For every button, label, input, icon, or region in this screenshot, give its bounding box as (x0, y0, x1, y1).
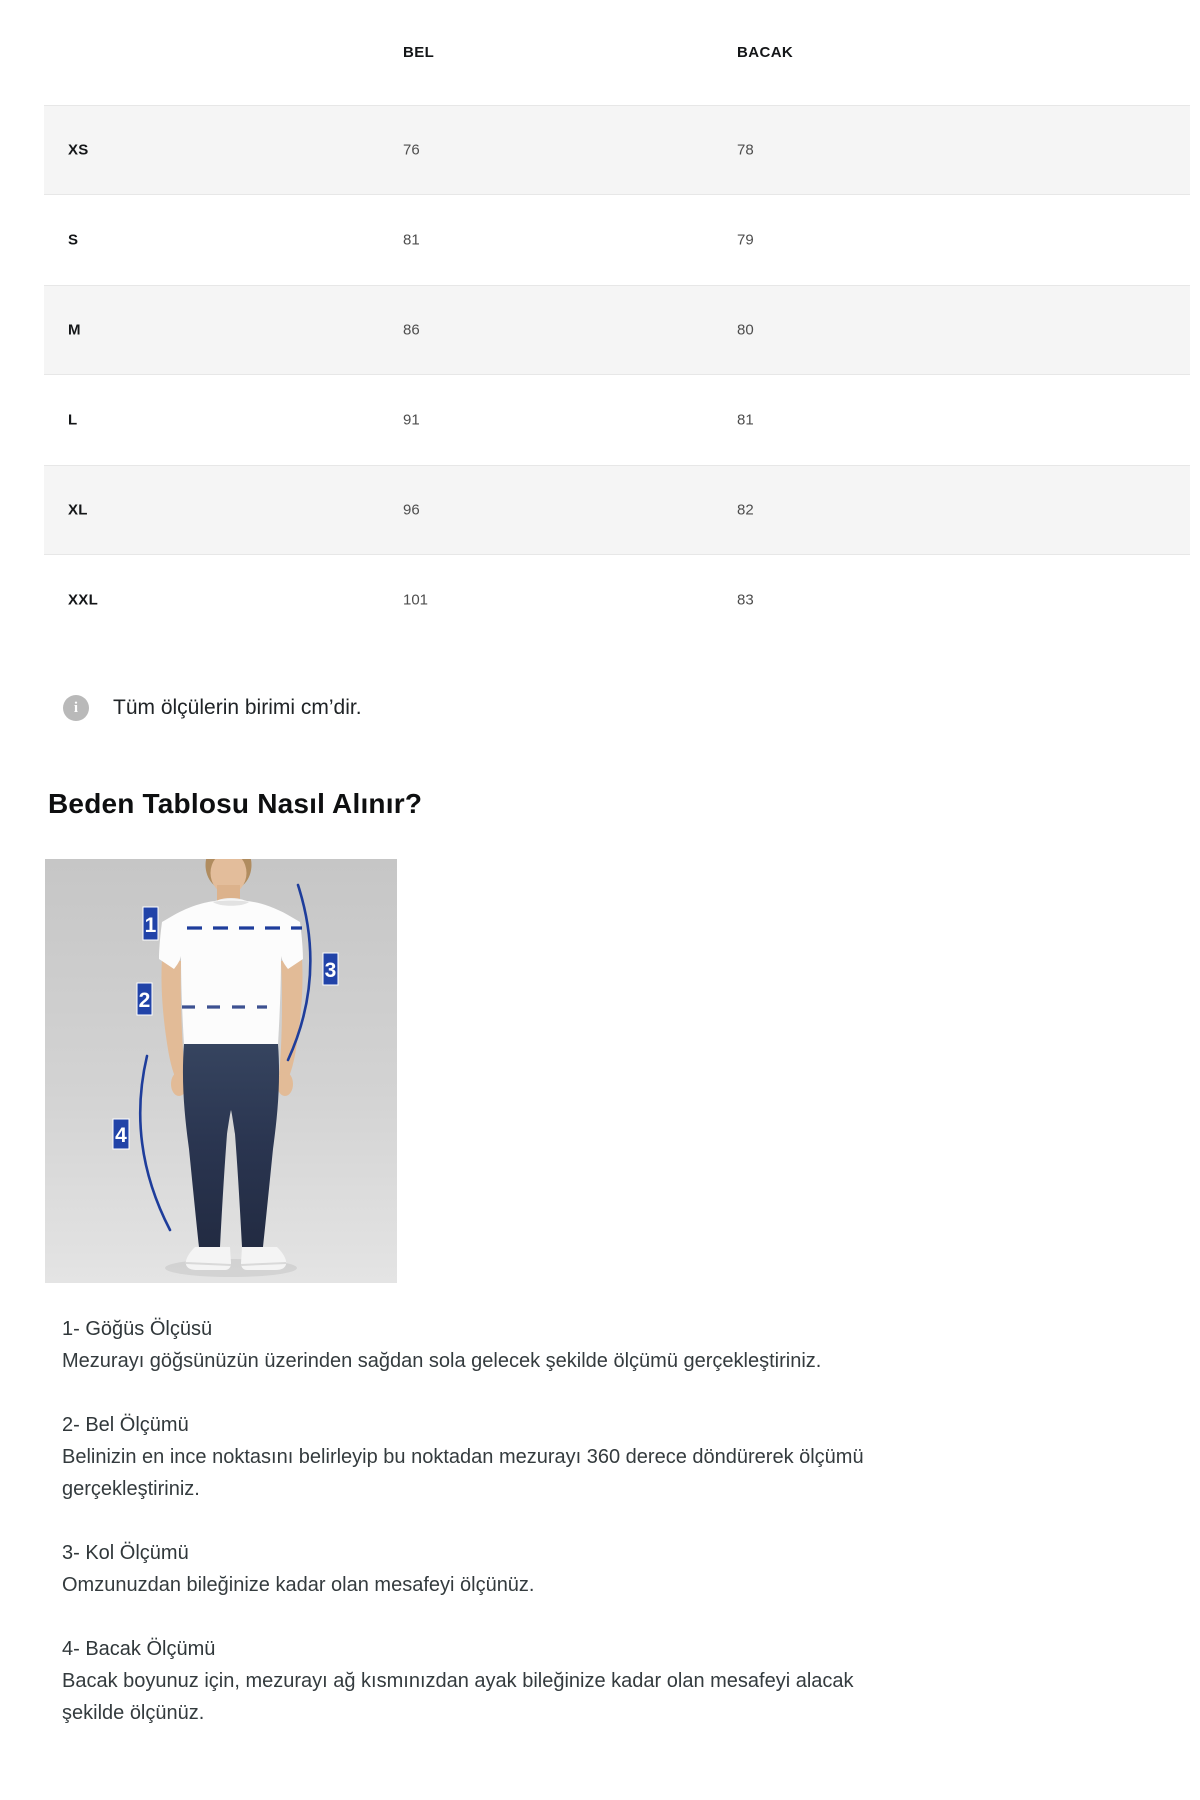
instruction-section (62, 1409, 962, 1505)
size-table-row (44, 465, 1190, 555)
bel-value: 81 (403, 231, 420, 249)
marker-1-chest (143, 907, 158, 940)
svg-text:4: 4 (115, 1124, 127, 1147)
marker-2-waist (137, 983, 152, 1015)
instruction-body-line: şekilde ölçünüz. (62, 1702, 205, 1724)
size-table-row (44, 195, 1190, 285)
instruction-section (62, 1633, 962, 1729)
size-table (44, 0, 1190, 645)
size-table-row (44, 555, 1190, 645)
instruction-section (62, 1313, 962, 1377)
instruction-body-line: Omzunuzdan bileğinize kadar olan mesafeyi ölçünüz. (62, 1574, 535, 1596)
instruction-title: 3- Kol Ölçümü (62, 1542, 189, 1564)
size-label: L (68, 411, 78, 429)
unit-note-text: Tüm ölçülerin birimi cm’dir. (113, 696, 362, 719)
bel-value: 96 (403, 501, 420, 519)
svg-text:1: 1 (144, 914, 157, 937)
instructions (62, 1313, 962, 1761)
instruction-body-line: Belinizin en ince noktasını belirleyip bu noktadan mezurayı 360 derece döndürerek ölçümü (62, 1446, 864, 1468)
bacak-value: 78 (737, 141, 754, 159)
measurement-figure-graphic (45, 859, 397, 1283)
bacak-value: 81 (737, 411, 754, 429)
size-label: XL (68, 501, 88, 519)
column-header-bel: BEL (403, 44, 435, 61)
marker-3-arm (323, 953, 338, 985)
unit-note (63, 695, 362, 721)
bel-value: 101 (403, 591, 429, 609)
bel-value: 91 (403, 411, 420, 429)
instruction-body-line: Mezurayı göğsünüzün üzerinden sağdan sola gelecek şekilde ölçümü gerçekleştiriniz. (62, 1350, 822, 1372)
instruction-body-line: Bacak boyunuz için, mezurayı ağ kısmınızdan ayak bileğinize kadar olan mesafeyi alacak (62, 1670, 854, 1692)
bacak-value: 80 (737, 321, 754, 339)
how-to-heading: Beden Tablosu Nasıl Alınır? (48, 788, 423, 819)
instruction-title: 4- Bacak Ölçümü (62, 1638, 216, 1660)
size-table-row (44, 105, 1190, 195)
svg-text:2: 2 (138, 989, 151, 1012)
size-table-row (44, 285, 1190, 375)
size-table-body (44, 105, 1190, 645)
size-table-header (44, 0, 1190, 105)
size-label: XXL (68, 591, 99, 609)
bacak-value: 83 (737, 591, 754, 609)
bacak-value: 79 (737, 231, 754, 249)
bel-value: 86 (403, 321, 420, 339)
size-table-row (44, 375, 1190, 465)
instruction-body-line: gerçekleştiriniz. (62, 1478, 200, 1500)
bel-value: 76 (403, 141, 420, 159)
svg-text:3: 3 (324, 959, 337, 982)
instruction-title: 1- Göğüs Ölçüsü (62, 1318, 213, 1340)
column-header-bacak: BACAK (737, 44, 794, 61)
instruction-title: 2- Bel Ölçümü (62, 1414, 189, 1436)
marker-4-leg (113, 1119, 129, 1149)
info-icon: i (63, 695, 89, 721)
size-label: M (68, 321, 81, 339)
size-label: XS (68, 141, 89, 159)
measurement-figure (45, 859, 397, 1283)
size-label: S (68, 231, 79, 249)
bacak-value: 82 (737, 501, 754, 519)
instruction-section (62, 1537, 962, 1601)
